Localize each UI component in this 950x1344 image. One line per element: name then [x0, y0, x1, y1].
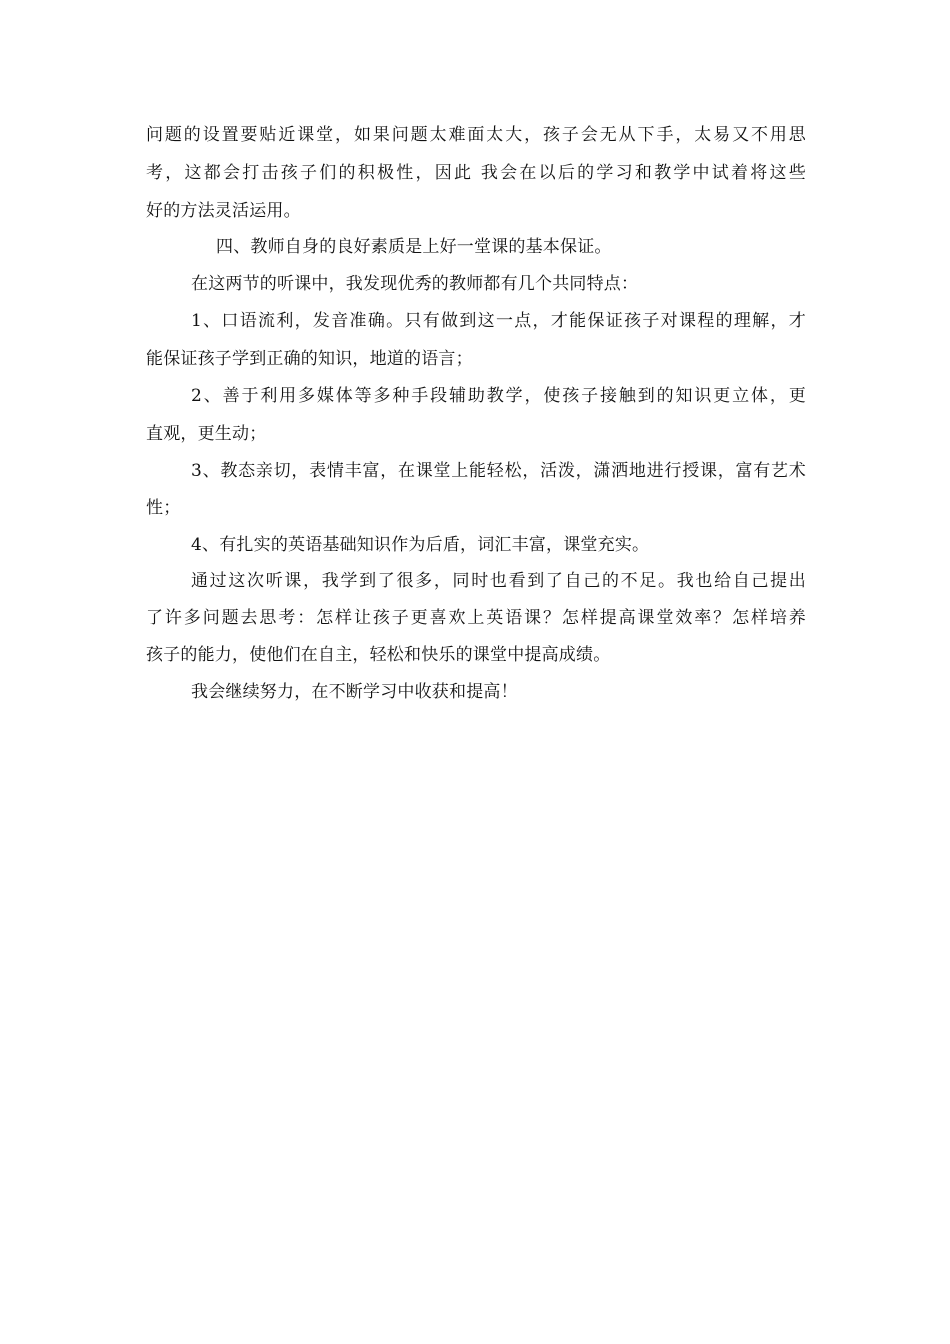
text-line: 我会继续努力，在不断学习中收获和提高！	[191, 682, 518, 702]
list-item: 3、教态亲切，表情丰富，在课堂上能轻松，活泼，潇洒地进行授课，富有艺术	[191, 461, 806, 481]
list-item: 2、善于利用多媒体等多种手段辅助教学，使孩子接触到的知识更立体，更	[191, 386, 806, 406]
text-line: 直观，更生动；	[146, 424, 267, 444]
text-line: 孩子的能力，使他们在自主，轻松和快乐的课堂中提高成绩。	[146, 645, 611, 665]
text-line: 考，这都会打击孩子们的积极性，因此 我会在以后的学习和教学中试着将这些	[146, 163, 806, 183]
text-line: 在这两节的听课中，我发现优秀的教师都有几个共同特点：	[191, 274, 639, 294]
text-line: 问题的设置要贴近课堂，如果问题太难面太大，孩子会无从下手，太易又不用思	[146, 125, 806, 145]
text-line: 了许多问题去思考：怎样让孩子更喜欢上英语课？怎样提高课堂效率？怎样培养	[146, 608, 806, 628]
text-line: 通过这次听课，我学到了很多，同时也看到了自己的不足。我也给自己提出	[191, 571, 806, 591]
text-line: 性；	[146, 498, 181, 518]
list-item: 1、口语流利，发音准确。只有做到这一点，才能保证孩子对课程的理解，才	[191, 311, 806, 331]
list-item: 4、有扎实的英语基础知识作为后盾，词汇丰富，课堂充实。	[191, 535, 650, 555]
section-heading: 四、教师自身的良好素质是上好一堂课的基本保证。	[216, 237, 612, 257]
text-line: 能保证孩子学到正确的知识，地道的语言；	[146, 349, 473, 369]
text-line: 好的方法灵活运用。	[146, 201, 301, 221]
